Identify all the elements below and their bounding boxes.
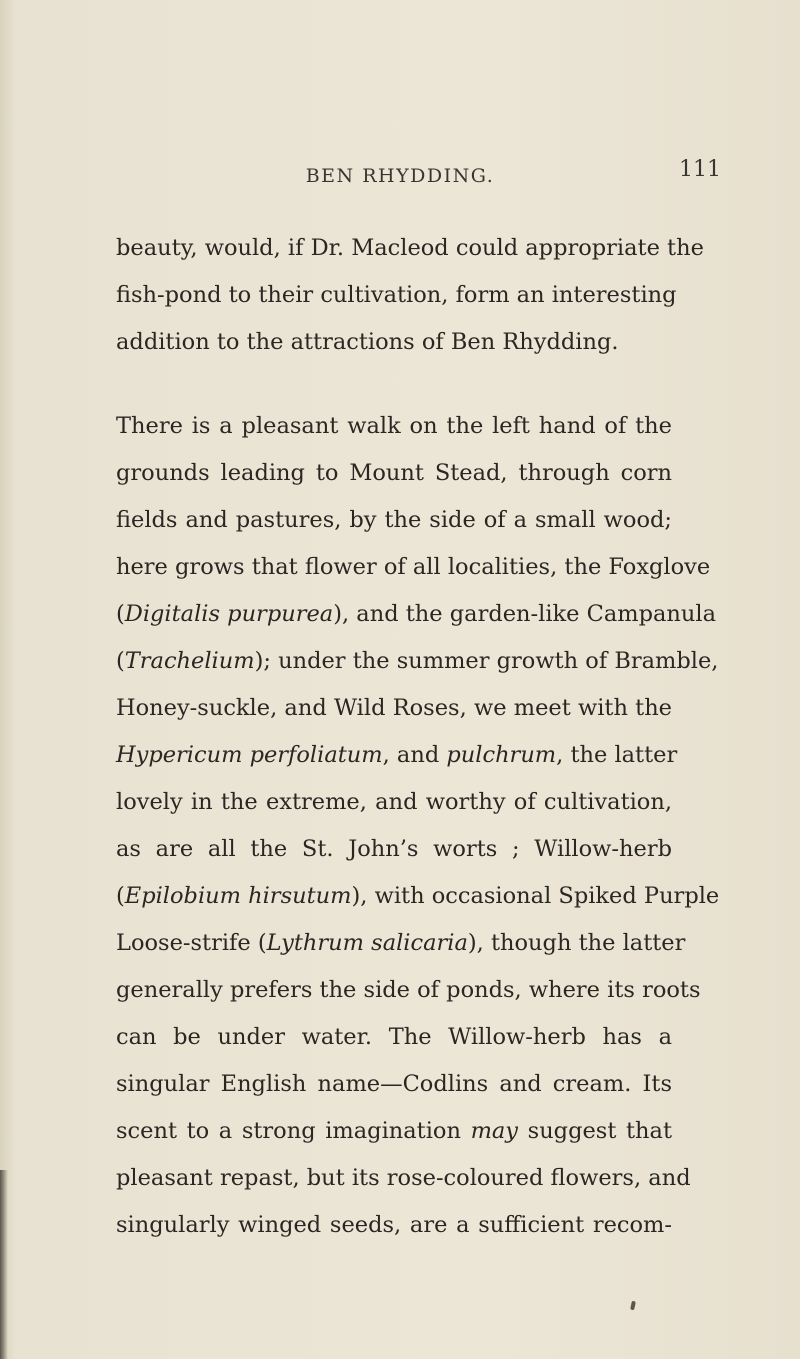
- text-line: as are all the St. John’s worts ; Willow-herb: [116, 836, 672, 862]
- latin-name: Digitalis purpurea: [124, 601, 334, 627]
- text-fragment: ), though the latter: [467, 930, 686, 956]
- text-line: [116, 920, 686, 967]
- text-line: addition to the attractions of Ben Rhydding.: [116, 329, 619, 355]
- text-line: beauty, would, if Dr. Macleod could appropriate the: [116, 235, 704, 261]
- running-head: BEN RHYDDING.: [305, 165, 495, 187]
- latin-name: Hypericum perfoliatum: [116, 742, 383, 768]
- text-fragment: , and: [382, 742, 447, 768]
- text-line: [116, 873, 720, 920]
- latin-name: pulchrum: [446, 742, 557, 768]
- text-line: can be under water. The Willow-herb has a: [116, 1024, 672, 1050]
- text-line: [116, 732, 678, 779]
- text-fragment: (: [116, 601, 125, 627]
- text-line: There is a pleasant walk on the left hand of the: [116, 413, 672, 439]
- text-line: Honey-suckle, and Wild Roses, we meet with the: [116, 695, 672, 721]
- text-fragment: ); under the summer growth of Bramble,: [254, 648, 719, 674]
- text-line: here grows that flower of all localities, the Foxglove: [116, 554, 711, 580]
- text-line: pleasant repast, but its rose-coloured flowers, and: [116, 1165, 691, 1191]
- text-line: fish-pond to their cultivation, form an interesting: [116, 282, 677, 308]
- text-fragment: (: [116, 883, 125, 909]
- text-line: singular English name—Codlins and cream. Its: [116, 1071, 672, 1097]
- text-line: fields and pastures, by the side of a small wood;: [116, 507, 672, 533]
- text-line: [116, 1108, 672, 1155]
- latin-name: Epilobium hirsutum: [124, 883, 352, 909]
- body-text: [116, 225, 720, 1249]
- page-number: 111: [679, 157, 721, 182]
- text-line: singularly winged seeds, are a sufficient recom-: [116, 1212, 672, 1238]
- latin-name: Lythrum salicaria: [266, 930, 468, 956]
- text-fragment: ), and the garden-like Campanula: [333, 601, 716, 627]
- latin-name: Trachelium: [124, 648, 255, 674]
- text-line: [116, 638, 719, 685]
- text-line: grounds leading to Mount Stead, through corn: [116, 460, 672, 486]
- text-fragment: scent to a strong imagination: [116, 1118, 471, 1144]
- text-fragment: , the latter: [556, 742, 678, 768]
- text-fragment: ), with occasional Spiked Purple: [351, 883, 720, 909]
- text-fragment: suggest that: [518, 1118, 672, 1144]
- emphasis: may: [470, 1118, 519, 1144]
- text-fragment: Loose-strife (: [116, 930, 267, 956]
- ink-speck: [630, 1301, 636, 1311]
- paragraph-2: [116, 403, 720, 1249]
- text-fragment: (: [116, 648, 125, 674]
- text-line: lovely in the extreme, and worthy of cultivation,: [116, 789, 672, 815]
- text-line: generally prefers the side of ponds, where its roots: [116, 977, 701, 1003]
- page-header: [0, 157, 800, 197]
- text-line: [116, 591, 716, 638]
- binding-shadow: [0, 1170, 8, 1359]
- paragraph-1: [116, 225, 704, 366]
